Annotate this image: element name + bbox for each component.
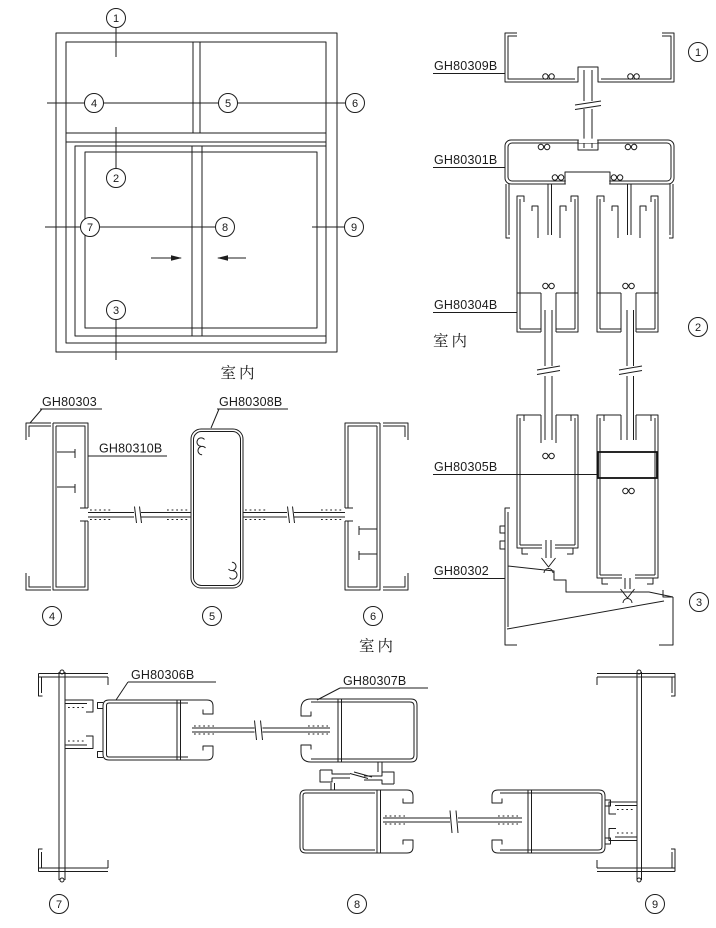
- section-marker-2: [107, 169, 126, 188]
- profile-gh80304b-drawing: [517, 196, 658, 332]
- label-gh80307b: GH80307B: [343, 674, 407, 688]
- label-gh80302: GH80302: [434, 564, 489, 578]
- slide-arrow-right-icon: [171, 255, 182, 260]
- section-marker-1: [107, 9, 126, 28]
- detail-marker-3: [690, 593, 709, 612]
- label-gh80306b: GH80306B: [131, 668, 195, 682]
- transom-body-outer: [505, 140, 674, 184]
- meeting-stile-upper-outline: [301, 699, 417, 772]
- section-marker-7: [81, 218, 100, 237]
- section-marker-8: [216, 218, 235, 237]
- detail-marker-7: [50, 895, 69, 914]
- left-frame-bracket: [26, 423, 51, 590]
- profile-gh80309b-drawing: [505, 33, 674, 82]
- profile-gh80305b-drawing: [517, 415, 658, 603]
- pocket-gasket-serrations: [617, 810, 635, 834]
- omega-clip: [543, 453, 555, 458]
- marker-label: 6: [351, 97, 359, 110]
- glass-lines-middle: [537, 310, 642, 440]
- channel-mask: [566, 180, 609, 184]
- label-gh80308b: GH80308B: [219, 395, 283, 409]
- omega-clip: [611, 175, 623, 180]
- label-gh80305b: GH80305B: [434, 460, 498, 474]
- mullion-screw-ports: [197, 438, 237, 579]
- horizontal-section-bottom: [39, 668, 676, 914]
- glass-line-top: [575, 70, 601, 148]
- label-gh80310b: GH80310B: [99, 441, 163, 456]
- right-frame-bracket: [383, 423, 408, 590]
- transom-and-upper-mullion: [66, 42, 326, 142]
- detail-marker-4: [43, 607, 62, 626]
- section-marker-6: [346, 94, 365, 113]
- section-marker-9: [345, 218, 364, 237]
- right-jamb-drawing: [597, 670, 675, 882]
- horizontal-section-mid: [26, 395, 408, 655]
- transom-skirts-and-tracks: [506, 184, 673, 238]
- glass-lines-horizontal: [88, 507, 345, 524]
- omega-clip: [625, 144, 637, 149]
- marker-label: 4: [48, 610, 56, 623]
- section-marker-3: [107, 301, 126, 320]
- meeting-stile-line: [192, 146, 202, 336]
- omega-clip: [628, 74, 640, 79]
- label-gh80303: GH80303: [42, 395, 97, 409]
- marker-label: 3: [112, 304, 120, 317]
- detail-marker-1: [689, 43, 708, 62]
- marker-label: 7: [86, 221, 94, 234]
- label-leader-lines: [433, 74, 597, 579]
- jamb-tip: [637, 878, 641, 882]
- profile-gh80301b-drawing: [505, 139, 674, 238]
- marker-label: 4: [90, 97, 98, 110]
- left-jamb-drawing: [39, 670, 109, 882]
- window-elevation: [45, 9, 365, 383]
- marker-label: 2: [694, 321, 702, 334]
- detail-marker-8: [348, 895, 367, 914]
- profile-gh80303-gh80310b-left-jamb: [53, 423, 88, 590]
- head-frame-outline: [505, 33, 674, 82]
- marker-label: 8: [221, 221, 229, 234]
- section-marker-5: [219, 94, 238, 113]
- omega-clip: [552, 175, 564, 180]
- detail-marker-2: [689, 318, 708, 337]
- marker-label: 2: [112, 172, 120, 185]
- omega-clip: [543, 283, 555, 288]
- notch-mask: [579, 139, 597, 143]
- label-gh80301b: GH80301B: [434, 153, 498, 167]
- marker-label: 1: [694, 46, 702, 59]
- section-leader-lines: [45, 28, 346, 361]
- omega-clip: [623, 283, 635, 288]
- transom-body-inner: [508, 143, 671, 181]
- marker-label: 1: [112, 12, 120, 25]
- vertical-section-details: [433, 33, 709, 645]
- glass-line-sash2: [383, 811, 522, 834]
- label-gh80309b: GH80309B: [434, 59, 498, 73]
- omega-clip: [543, 74, 555, 79]
- marker-label: 7: [55, 898, 63, 911]
- interlock-detail: [320, 770, 394, 784]
- sash-bottom-right-outline: [597, 415, 658, 603]
- profile-gh80302-sill-outline: [500, 508, 673, 645]
- detail-marker-5: [203, 607, 222, 626]
- glass-line-sash1: [192, 721, 330, 741]
- slide-arrow-left-icon: [217, 255, 228, 260]
- detail-marker-9: [646, 895, 665, 914]
- jamb-frame-outline: [597, 672, 675, 880]
- omega-clip: [538, 144, 550, 149]
- section-marker-4: [85, 94, 104, 113]
- right-jamb-outline: [345, 423, 380, 590]
- profile-gh80306b-outline: [98, 700, 214, 760]
- profile-gh80307b-drawing: [300, 699, 417, 853]
- marker-label: 5: [224, 97, 232, 110]
- label-gh80304b: GH80304B: [434, 298, 498, 312]
- interior-label: 室内: [433, 333, 471, 350]
- marker-label: 8: [353, 898, 361, 911]
- interior-label: 室内: [358, 638, 397, 655]
- omega-clip: [623, 488, 635, 493]
- frame-outer-outline: [56, 33, 337, 352]
- jamb-track-pocket: [609, 802, 637, 841]
- marker-label: 5: [208, 610, 216, 623]
- glazing-gasket-serrations: [90, 510, 343, 520]
- jamb-tip: [60, 878, 64, 882]
- frame-inner-outline: [66, 42, 326, 343]
- marker-label: 6: [369, 610, 377, 623]
- marker-label: 9: [651, 898, 659, 911]
- interior-label: 室内: [220, 365, 258, 382]
- pocket-gasket-serrations: [68, 708, 86, 742]
- sash-bottom-left-outline: [517, 415, 578, 573]
- detail-marker-6: [364, 607, 383, 626]
- marker-label: 3: [695, 596, 703, 609]
- interlock-block: [598, 452, 657, 478]
- marker-label: 9: [350, 221, 358, 234]
